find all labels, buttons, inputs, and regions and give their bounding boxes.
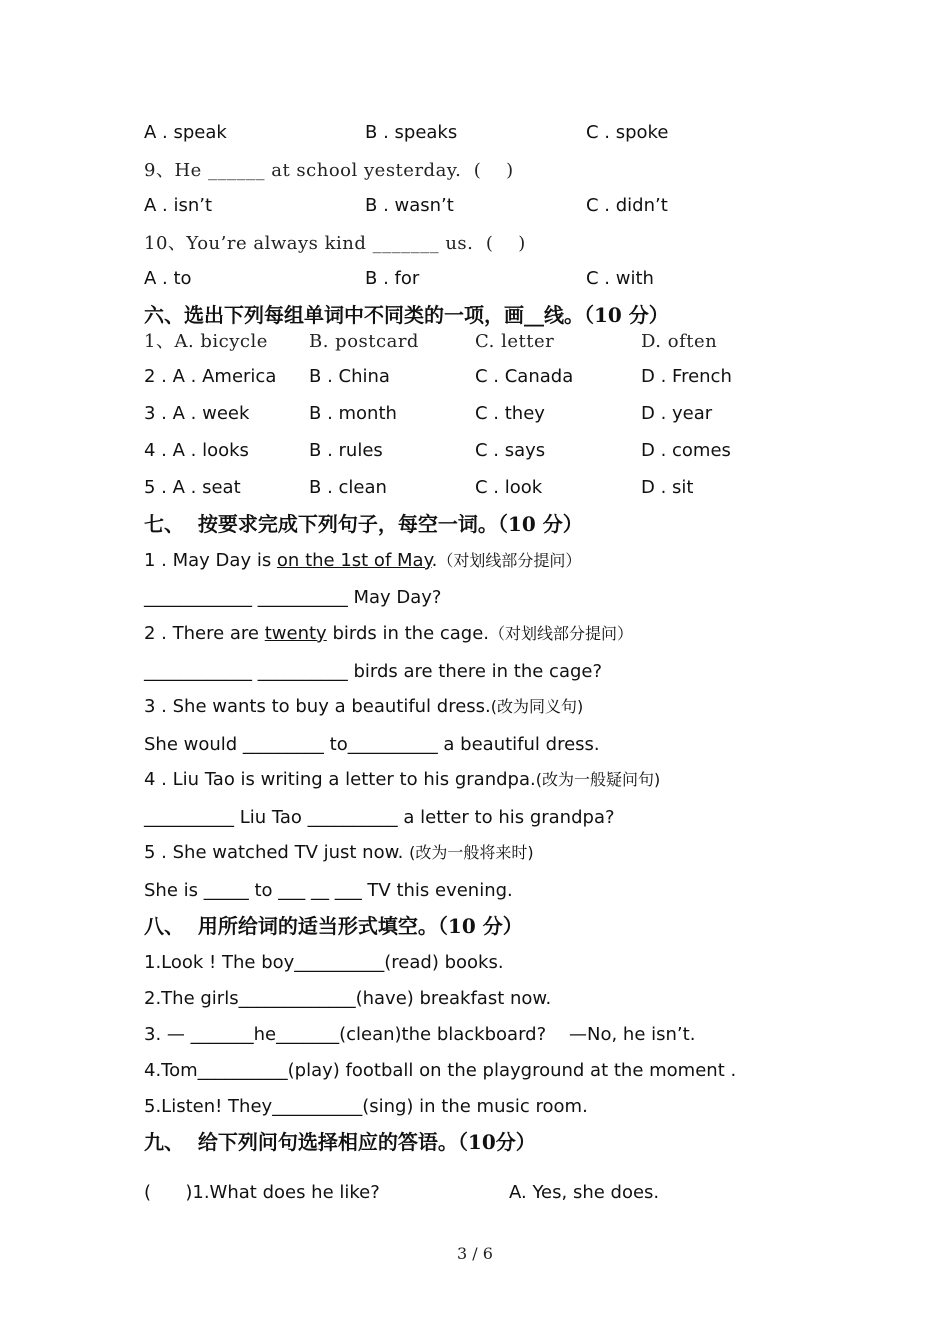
q9-option-c: C . didn’t	[586, 195, 668, 216]
s7-item3-answer: She would _________ to__________ a beautiful dress.	[144, 734, 600, 755]
s6-row4-d: D . comes	[641, 440, 731, 461]
s7-item5-note: (改为一般将来时)	[409, 843, 534, 862]
s8-item3: 3. — _______he_______(clean)the blackboard? —No, he isn’t.	[144, 1024, 696, 1045]
q10-stem: 10、You’re always kind _______ us. ( )	[144, 233, 526, 254]
s6-row4-c: C . says	[475, 440, 546, 461]
s6-row2-a: 2 . A . America	[144, 366, 277, 387]
s6-row4-a: 4 . A . looks	[144, 440, 249, 461]
s7-item4-answer: __________ Liu Tao __________ a letter to his grandpa?	[144, 807, 615, 828]
s7-item5-text: 5 . She watched TV just now.	[144, 842, 410, 863]
s8-item2: 2.The girls_____________(have) breakfast now.	[144, 988, 552, 1009]
s7-item4-text: 4 . Liu Tao is writing a letter to his grandpa.	[144, 769, 536, 790]
section6-heading: 六、选出下列每组单词中不同类的一项，画__线。（10 分）	[144, 303, 669, 327]
s9-answer-a: A. Yes, she does.	[509, 1182, 660, 1203]
s8-item5: 5.Listen! They__________(sing) in the music room.	[144, 1096, 588, 1117]
q10-option-b: B . for	[365, 268, 420, 289]
s7-item1	[144, 549, 581, 573]
s6-row1-d: D. often	[641, 331, 718, 352]
s7-item4-note: (改为一般疑问句)	[535, 770, 661, 789]
s6-row1-a: 1、A. bicycle	[144, 331, 268, 352]
s7-item3	[144, 695, 583, 719]
s6-row2-d: D . French	[641, 366, 732, 387]
q8-option-c: C . spoke	[586, 122, 669, 143]
page-number: 3 / 6	[457, 1244, 493, 1263]
s6-row3-c: C . they	[475, 403, 545, 424]
s7-item2-answer: ____________ __________ birds are there in the cage?	[144, 661, 603, 682]
s9-question1: ( )1.What does he like?	[144, 1182, 380, 1203]
s7-item2	[144, 622, 633, 646]
s6-row5-d: D . sit	[641, 477, 694, 498]
s8-item1: 1.Look ! The boy__________(read) books.	[144, 952, 504, 973]
s6-row3-a: 3 . A . week	[144, 403, 250, 424]
s7-item2-post: birds in the cage.	[326, 623, 490, 644]
s7-item2-text: 2 . There are	[144, 623, 265, 644]
s7-item1-underlined: on the 1st of May	[276, 550, 432, 571]
q9-option-b: B . wasn’t	[365, 195, 454, 216]
s7-item3-note: (改为同义句)	[490, 697, 584, 716]
q8-option-a: A . speak	[144, 122, 227, 143]
s7-item1-post: .	[431, 550, 438, 571]
s7-item5	[144, 841, 534, 865]
s6-row1-c: C. letter	[475, 331, 555, 352]
s7-item4	[144, 768, 660, 792]
s6-row3-d: D . year	[641, 403, 713, 424]
s7-item1-note: （对划线部分提问）	[437, 551, 582, 570]
s7-item2-note: （对划线部分提问）	[489, 624, 634, 643]
s6-row5-c: C . look	[475, 477, 543, 498]
s7-item5-answer: She is _____ to ___ __ ___ TV this evening.	[144, 880, 513, 901]
s7-item2-underlined: twenty	[264, 623, 327, 644]
s6-row5-b: B . clean	[309, 477, 387, 498]
section8-heading: 八、 用所给词的适当形式填空。（10 分）	[144, 914, 523, 938]
s6-row2-c: C . Canada	[475, 366, 574, 387]
s6-row5-a: 5 . A . seat	[144, 477, 241, 498]
section7-heading: 七、 按要求完成下列句子，每空一词。（10 分）	[144, 512, 583, 536]
q10-option-c: C . with	[586, 268, 654, 289]
s7-item1-text: 1 . May Day is	[144, 550, 277, 571]
q9-stem: 9、He ______ at school yesterday. ( )	[144, 160, 514, 181]
q10-option-a: A . to	[144, 268, 192, 289]
s6-row2-b: B . China	[309, 366, 390, 387]
q8-option-b: B . speaks	[365, 122, 458, 143]
s6-row3-b: B . month	[309, 403, 397, 424]
s7-item3-text: 3 . She wants to buy a beautiful dress.	[144, 696, 491, 717]
s6-row1-b: B. postcard	[309, 331, 419, 352]
s7-item1-answer: ____________ __________ May Day?	[144, 587, 442, 608]
section9-heading: 九、 给下列问句选择相应的答语。（10分）	[144, 1130, 536, 1154]
q9-option-a: A . isn’t	[144, 195, 213, 216]
s8-item4: 4.Tom__________(play) football on the playground at the moment .	[144, 1060, 737, 1081]
s6-row4-b: B . rules	[309, 440, 383, 461]
